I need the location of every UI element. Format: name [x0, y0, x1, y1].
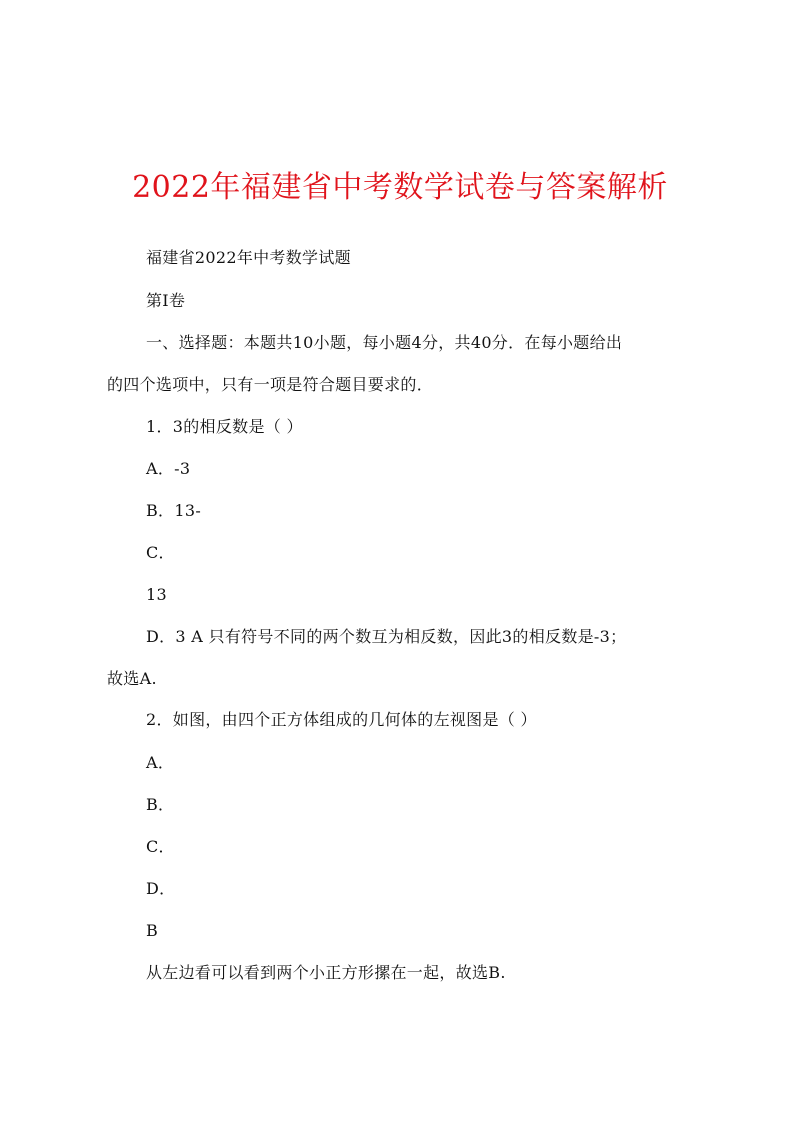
document-title: 2022年福建省中考数学试卷与答案解析: [132, 170, 668, 205]
question-2: 2．如图，由四个正方体组成的几何体的左视图是（ ）: [146, 710, 537, 729]
q1-option-b: B．13-: [146, 501, 202, 520]
q1-answer-choice: 故选A.: [107, 669, 157, 688]
instructions-line-2: 的四个选项中，只有一项是符合题目要求的．: [107, 375, 434, 394]
q1-option-c: C．: [146, 543, 175, 562]
q2-option-a: A．: [146, 753, 175, 772]
q1-option-d-answer: D．3 A 只有符号不同的两个数互为相反数，因此3的相反数是-3；: [146, 627, 627, 646]
exam-subtitle: 福建省2022年中考数学试题: [146, 248, 351, 267]
q2-option-d: D．: [146, 879, 176, 898]
question-1: 1．3的相反数是（ ）: [146, 417, 303, 436]
q2-option-b: B．: [146, 795, 175, 814]
q1-option-a: A．-3: [146, 459, 191, 478]
q2-option-c: C．: [146, 837, 175, 856]
section-heading: 第Ⅰ卷: [146, 291, 186, 310]
q2-explanation: 从左边看可以看到两个小正方形摞在一起，故选B.: [146, 963, 506, 982]
instructions-line-1: 一、选择题：本题共10小题，每小题4分，共40分．在每小题给出: [146, 333, 623, 352]
q1-option-c-value: 13: [146, 585, 167, 604]
q2-answer: B: [146, 921, 159, 940]
